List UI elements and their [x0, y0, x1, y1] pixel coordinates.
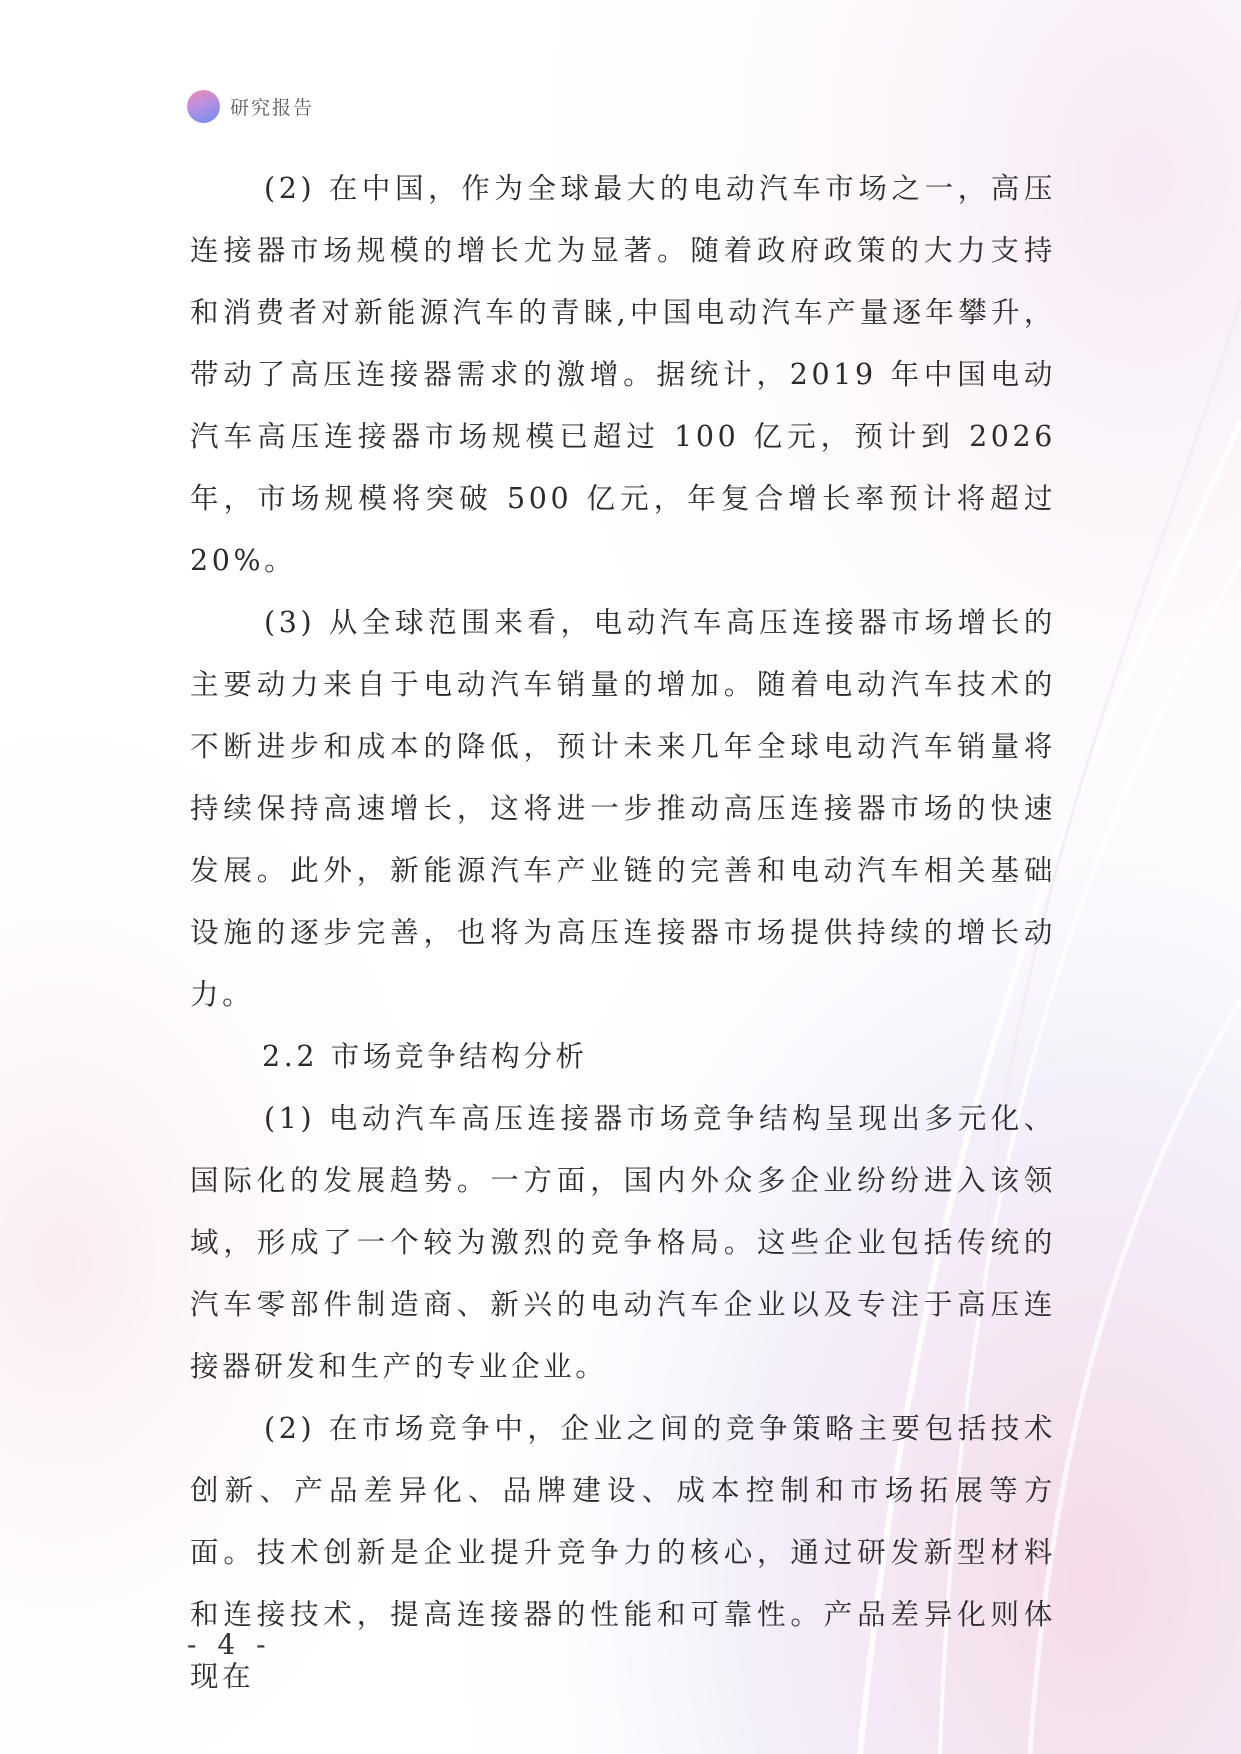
paragraph: (2) 在中国，作为全球最大的电动汽车市场之一，高压连接器市场规模的增长尤为显著。随着政府政策的大力支持和消费者对新能源汽车的青睐,中国电动汽车产量逐年攀升，带动了高压连接器需求的激增。据统计，2019 年中国电动汽车高压连接器市场规模已超过 100 亿元，预计到 2026 年，市场规模将突破 500 亿元，年复合增长率预计将超过 20%。 [190, 172, 1056, 577]
report-header [187, 88, 314, 124]
section-heading: 2.2 市场竞争结构分析 [262, 1040, 588, 1073]
document-body [190, 158, 1056, 1708]
paragraph: (1) 电动汽车高压连接器市场竞争结构呈现出多元化、国际化的发展趋势。一方面，国内外众多企业纷纷进入该领域，形成了一个较为激烈的竞争格局。这些企业包括传统的汽车零部件制造商、新兴的电动汽车企业以及专注于高压连接器研发和生产的专业企业。 [190, 1102, 1056, 1383]
paragraph: (3) 从全球范围来看，电动汽车高压连接器市场增长的主要动力来自于电动汽车销量的增加。随着电动汽车技术的不断进步和成本的降低，预计未来几年全球电动汽车销量将持续保持高速增长，这将进一步推动高压连接器市场的快速发展。此外，新能源汽车产业链的完善和电动汽车相关基础设施的逐步完善，也将为高压连接器市场提供持续的增长动力。 [190, 606, 1056, 1011]
header-title: 研究报告 [230, 96, 315, 119]
page-number: - 4 - [187, 1628, 272, 1661]
report-logo-icon [187, 90, 220, 123]
paragraph: (2) 在市场竞争中，企业之间的竞争策略主要包括技术创新、产品差异化、品牌建设、成本控制和市场拓展等方面。技术创新是企业提升竞争力的核心，通过研发新型材料和连接技术，提高连接器的性能和可靠性。产品差异化则体现在 [190, 1412, 1056, 1693]
